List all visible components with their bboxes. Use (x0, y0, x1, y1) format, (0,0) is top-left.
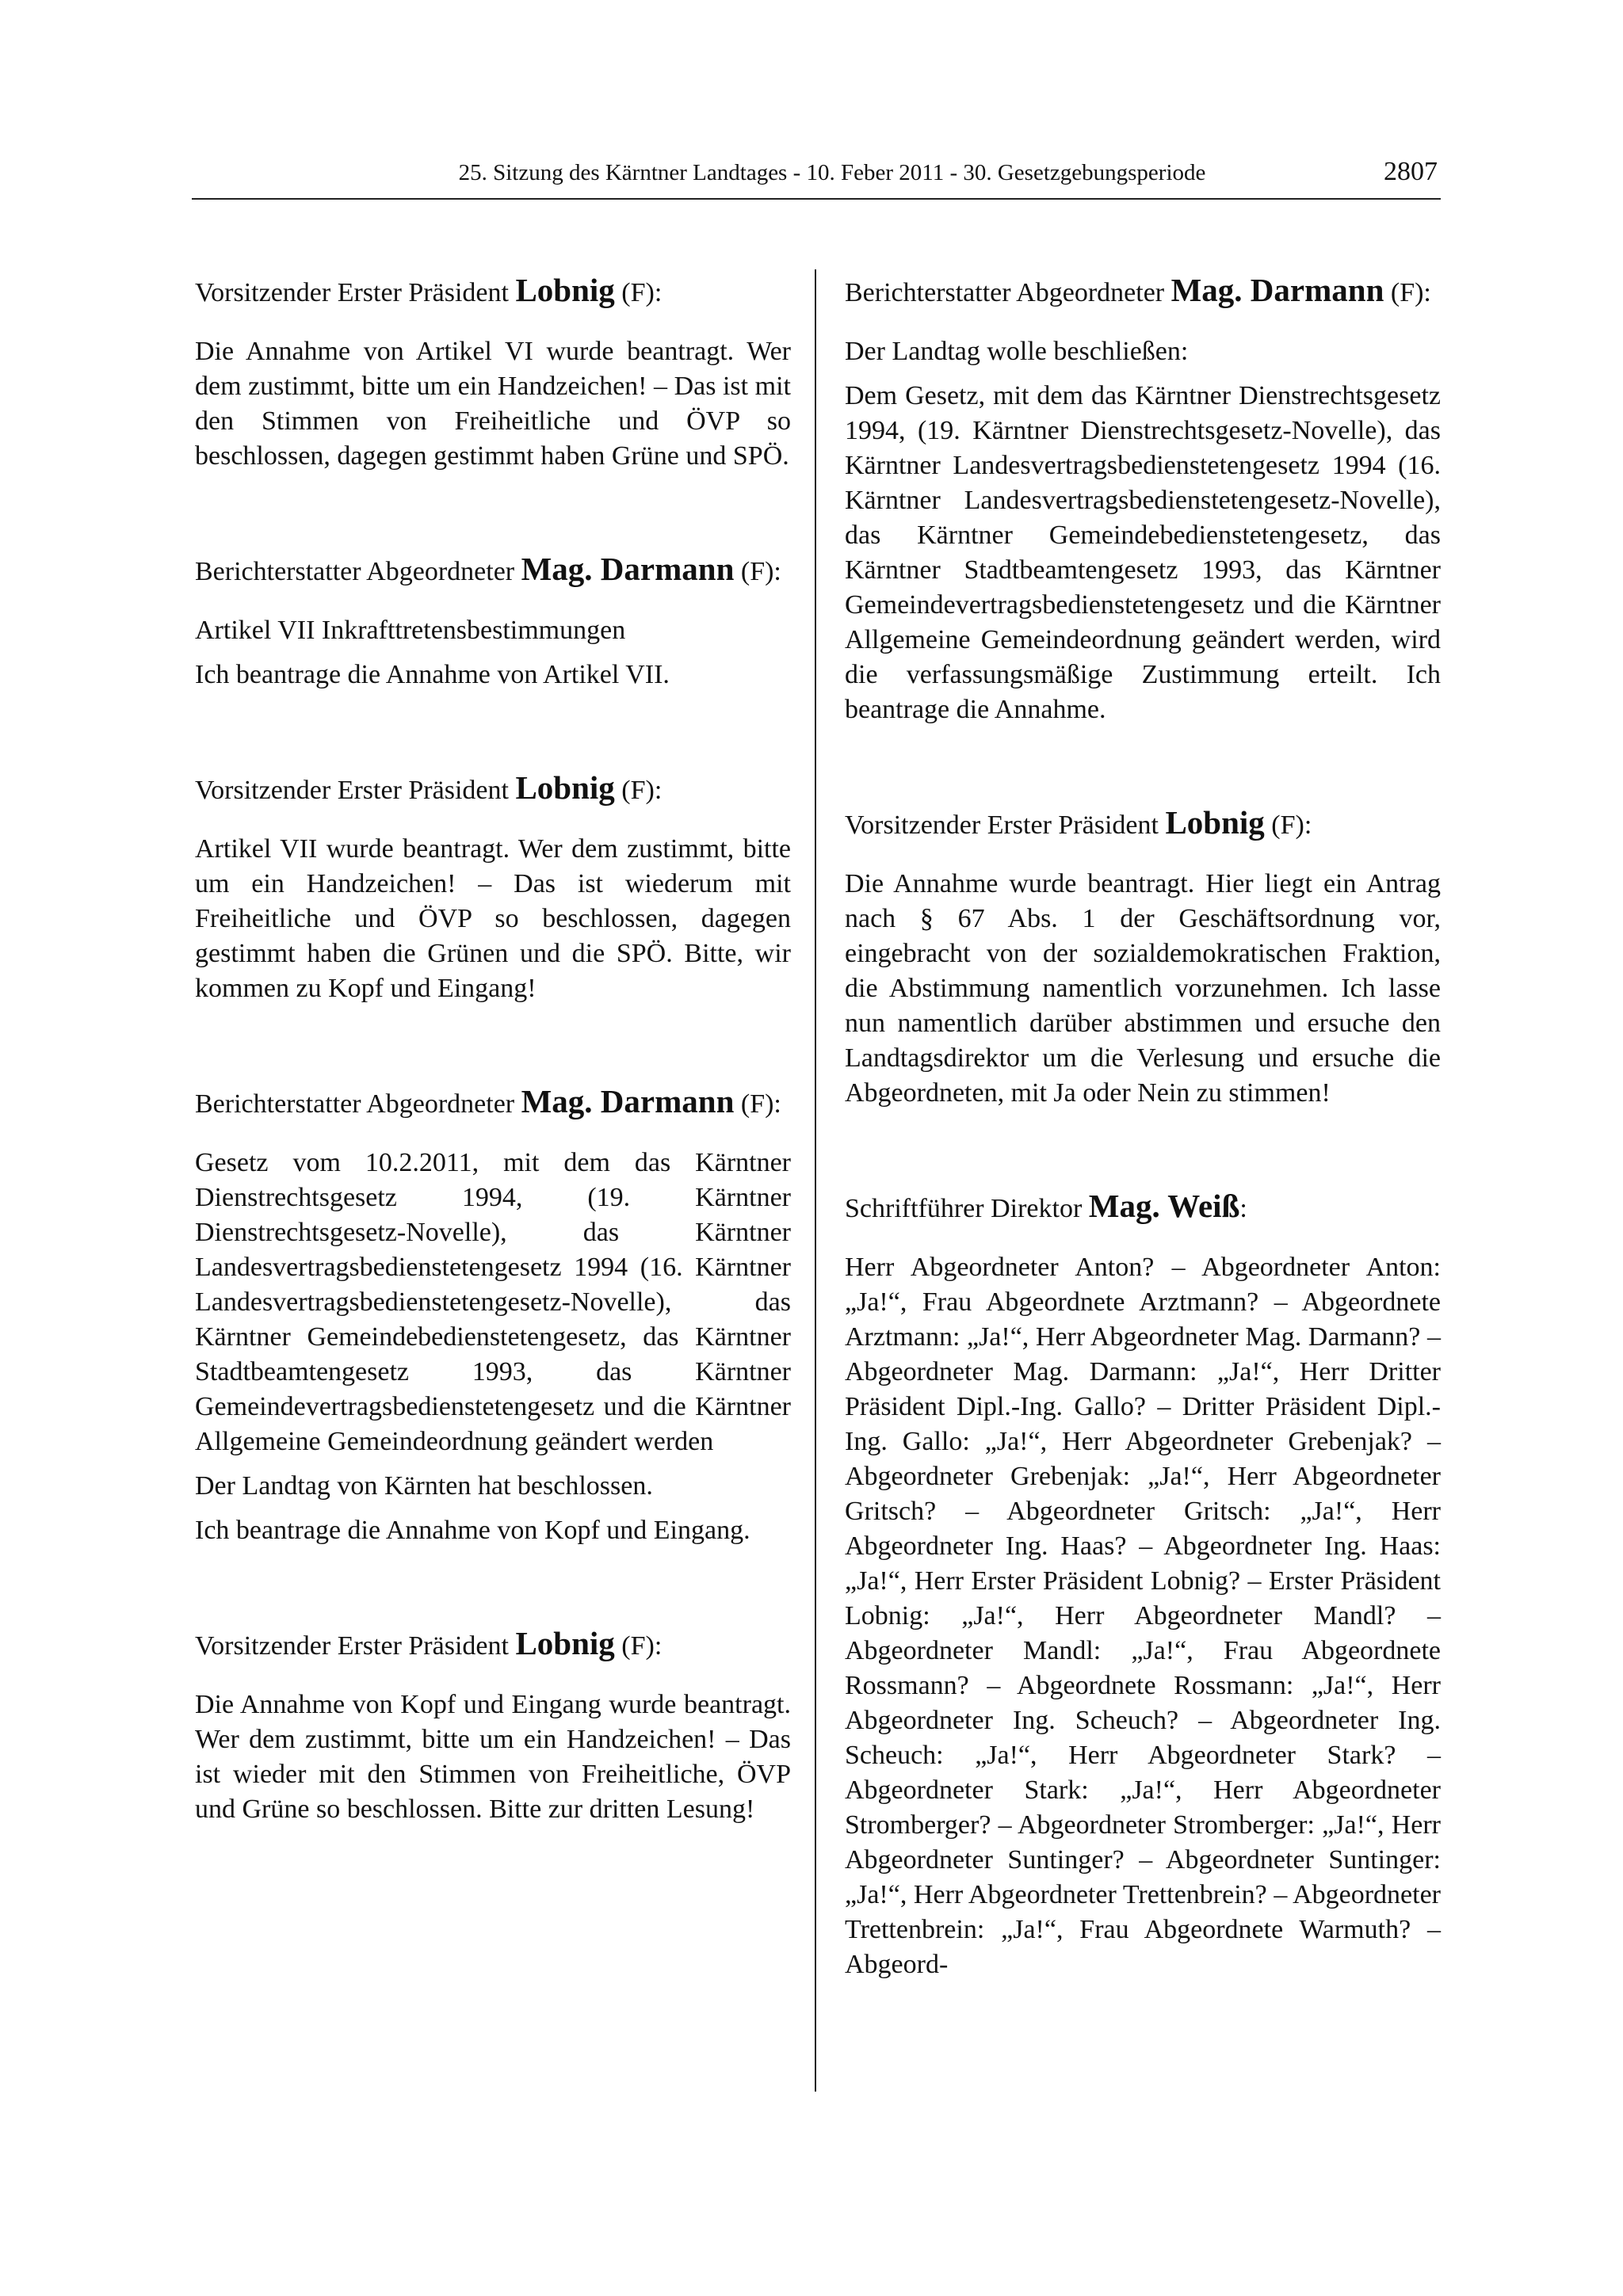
speaker-name: Mag. Darmann (1170, 272, 1384, 308)
speaker-role: Berichterstatter Abgeordneter (195, 1089, 515, 1119)
speaker-suffix: (F): (1264, 810, 1312, 840)
speaker-suffix: : (1239, 1194, 1247, 1223)
speaker-name: Lobnig (515, 1625, 615, 1661)
left-column (195, 273, 791, 1905)
speaker-line (195, 551, 791, 589)
paragraph: Die Annahme wurde beantragt. Hier liegt ein Antrag nach § 67 Abs. 1 der Geschäftsordnung vor, eingebracht von der sozialdemokratischen Fraktion, die Abstimmung namentlich vorzunehmen. Ich lasse nun namentlich darüber abstimmen und ersuche den Landtagsdirektor um die Verlesung und ersuche die Abgeordneten, mit Ja oder Nein zu stimmen! (845, 869, 1441, 1108)
speech-block (845, 1188, 1441, 1982)
session-title: 25. Sitzung des Kärntner Landtages - 10. Feber 2011 - 30. Gesetzgebungsperiode (458, 160, 1206, 185)
speaker-line (195, 273, 791, 311)
paragraph: Artikel VII Inkrafttretensbestimmungen (195, 616, 626, 645)
speaker-line (195, 770, 791, 808)
paragraph: Die Annahme von Kopf und Eingang wurde beantragt. Wer dem zustimmt, bitte um ein Handzeichen! – Das ist wieder mit den Stimmen von Freiheitliche, ÖVP und Grüne so beschlossen. Bitte zur dritten Lesung! (195, 1690, 791, 1824)
speaker-line (195, 1626, 791, 1664)
speaker-suffix: (F): (614, 278, 663, 307)
speaker-suffix: (F): (614, 776, 663, 805)
paragraph: Ich beantrage die Annahme von Kopf und Eingang. (195, 1516, 750, 1545)
speech-block (195, 1084, 791, 1548)
speaker-role: Schriftführer Direktor (845, 1194, 1083, 1223)
right-column (845, 273, 1441, 2060)
speaker-suffix: (F): (614, 1631, 663, 1661)
page-header (192, 155, 1441, 200)
speaker-suffix: (F): (734, 557, 781, 586)
speech-block (195, 273, 791, 474)
speaker-role: Vorsitzender Erster Präsident (845, 810, 1159, 840)
speaker-role: Vorsitzender Erster Präsident (195, 278, 509, 307)
page-number: 2807 (1384, 157, 1438, 186)
paragraph: Herr Abgeordneter Anton? – Abgeordneter Anton: „Ja!“, Frau Abgeordnete Arztmann? – Abgeordnete Arztmann: „Ja!“, Herr Abgeordneter Mag. Darmann? – Abgeordneter Mag. Darmann: „Ja!“, Herr Dritter Präsident Dipl.-Ing. Gallo? – Dritter Präsident Dipl.-Ing. Gallo: „Ja!“, Herr Abgeordneter Grebenjak? – Abgeordneter Grebenjak: „Ja!“, Herr Abgeordneter Gritsch? – Abgeordneter Gritsch: „Ja!“, Herr Abgeordneter Ing. Haas? – Abgeordneter Ing. Haas: „Ja!“, Herr Erster Präsident Lobnig? – Erster Präsident Lobnig: „Ja!“, Herr Abgeordneter Mandl? – Abgeordneter Mandl: „Ja!“, Frau Abgeordnete Rossmann? – Abgeordnete Rossmann: „Ja!“, Herr Abgeordneter Ing. Scheuch? – Abgeordneter Ing. Scheuch: „Ja!“, Herr Abgeordneter Stark? – Abgeordneter Stark: „Ja!“, Herr Abgeordneter Stromberger? – Abgeordneter Stromberger: „Ja!“, Herr Abgeordneter Suntinger? – Abgeordneter Suntinger: „Ja!“, Herr Abgeordneter Trettenbrein? – Abgeordneter Trettenbrein: „Ja!“, Frau Abgeordnete Warmuth? – Abgeord- (845, 1253, 1441, 1979)
speaker-role: Berichterstatter Abgeordneter (195, 557, 515, 586)
speech-block (195, 770, 791, 1006)
paragraph: Der Landtag wolle beschließen: (845, 337, 1189, 366)
speaker-suffix: (F): (734, 1089, 781, 1119)
speaker-name: Mag. Weiß (1088, 1188, 1240, 1224)
paragraph: Der Landtag von Kärnten hat beschlossen. (195, 1471, 653, 1501)
speaker-line (845, 1188, 1441, 1226)
speaker-name: Mag. Darmann (521, 1083, 735, 1119)
speaker-line (845, 805, 1441, 843)
speaker-name: Lobnig (515, 769, 615, 806)
speech-block (195, 551, 791, 692)
speech-block (845, 805, 1441, 1111)
speaker-name: Lobnig (1165, 804, 1265, 841)
speech-block (845, 273, 1441, 727)
speaker-role: Vorsitzender Erster Präsident (195, 776, 509, 805)
speaker-role: Vorsitzender Erster Präsident (195, 1631, 509, 1661)
speaker-suffix: (F): (1384, 278, 1431, 307)
speech-block (195, 1626, 791, 1827)
paragraph: Die Annahme von Artikel VI wurde beantragt. Wer dem zustimmt, bitte um ein Handzeichen! – Das ist mit den Stimmen von Freiheitliche und ÖVP so beschlossen, dagegen gestimmt haben Grüne und SPÖ. (195, 337, 791, 471)
speaker-role: Berichterstatter Abgeordneter (845, 278, 1165, 307)
column-divider (815, 269, 816, 2092)
speaker-name: Mag. Darmann (521, 551, 735, 587)
speaker-name: Lobnig (515, 272, 615, 308)
paragraph: Dem Gesetz, mit dem das Kärntner Dienstrechtsgesetz 1994, (19. Kärntner Dienstrechtsgesetz-Novelle), das Kärntner Landesvertragsbedienstetengesetz 1994 (16. Kärntner Landesvertragsbedienstetengesetz-Novelle), das Kärntner Gemeindebedienstetengesetz, das Kärntner Stadtbeamtengesetz 1993, das Kärntner Gemeindevertragsbedienstetengesetz und die Kärntner Allgemeine Gemeindeordnung geändert werden, wird die verfassungsmäßige Zustimmung erteilt. Ich beantrage die Annahme. (845, 381, 1441, 724)
speaker-line (845, 273, 1441, 311)
speaker-line (195, 1084, 791, 1122)
paragraph: Gesetz vom 10.2.2011, mit dem das Kärntner Dienstrechtsgesetz 1994, (19. Kärntner Dienstrechtsgesetz-Novelle), das Kärntner Landesvertragsbedienstetengesetz 1994 (16. Kärntner Landesvertragsbedienstetengesetz-Novelle), das Kärntner Gemeindebedienstetengesetz, das Kärntner Stadtbeamtengesetz 1993, das Kärntner Gemeindevertragsbedienstetengesetz und die Kärntner Allgemeine Gemeindeordnung geändert werden (195, 1148, 791, 1456)
paragraph: Ich beantrage die Annahme von Artikel VII. (195, 660, 670, 689)
paragraph: Artikel VII wurde beantragt. Wer dem zustimmt, bitte um ein Handzeichen! – Das ist wiederum mit Freiheitliche und ÖVP so beschlossen, dagegen gestimmt haben die Grünen und die SPÖ. Bitte, wir kommen zu Kopf und Eingang! (195, 834, 791, 1003)
